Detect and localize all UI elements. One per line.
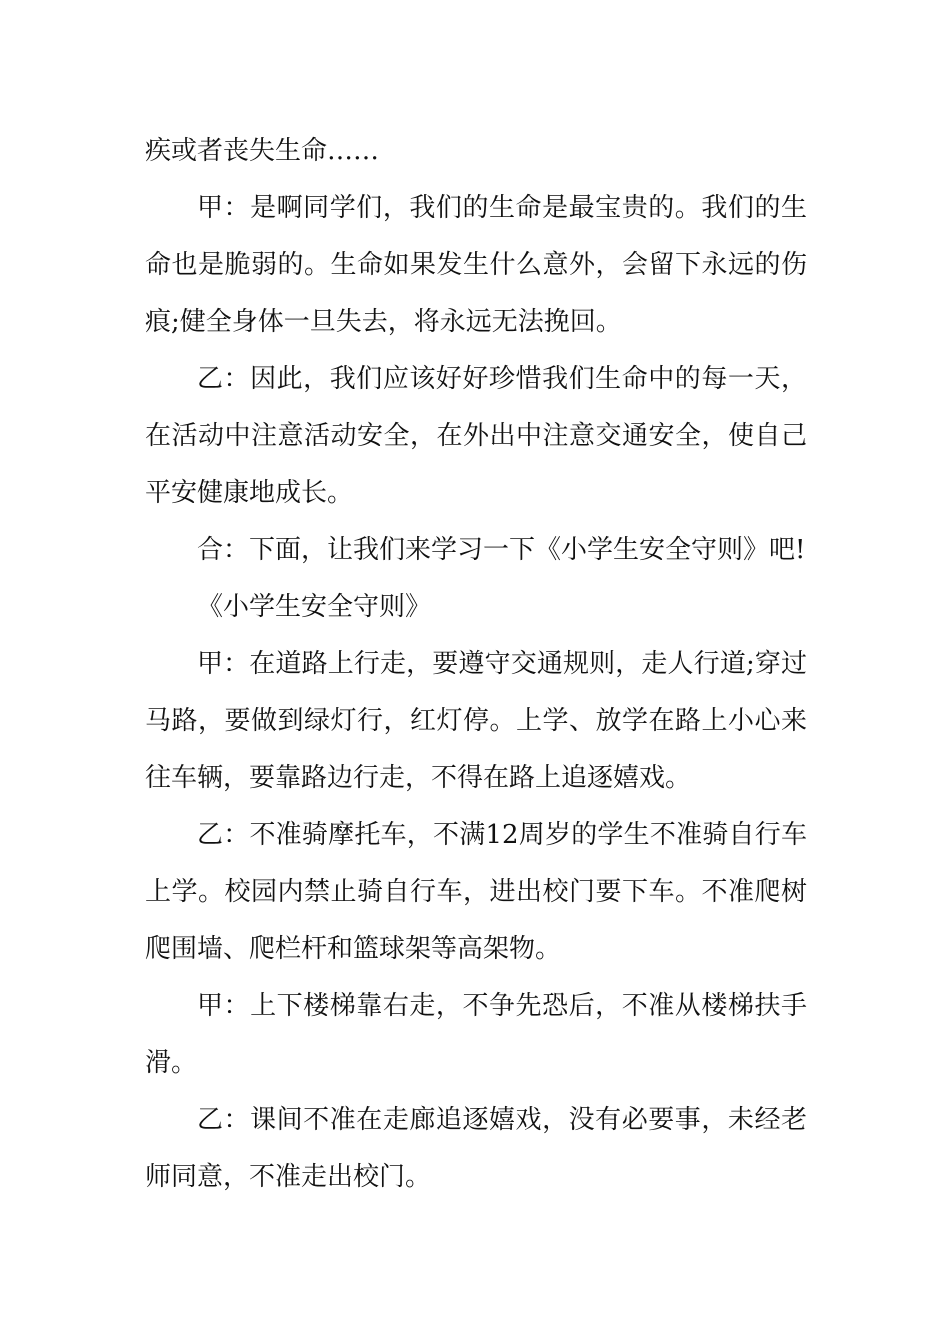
paragraph-1: 疾或者丧失生命…… [145,136,380,166]
paragraph-3: 乙：因此，我们应该好好珍惜我们生命中的每一天，在活动中注意活动安全，在外出中注意交通安全，使自己平安健康地成长。 [145,364,807,508]
paragraph-7: 乙：不准骑摩托车，不满12周岁的学生不准骑自行车上学。校园内禁止骑自行车，进出校门要下车。不准爬树爬围墙、爬栏杆和篮球架等高架物。 [145,820,807,964]
document-body [145,123,807,1206]
paragraph-5-heading: 《小学生安全守则》 [197,592,432,622]
paragraph-4: 合：下面，让我们来学习一下《小学生安全守则》吧! [197,535,806,565]
paragraph-9: 乙：课间不准在走廊追逐嬉戏，没有必要事，未经老师同意，不准走出校门。 [145,1105,807,1192]
paragraph-8: 甲：上下楼梯靠右走，不争先恐后，不准从楼梯扶手滑。 [145,991,807,1078]
paragraph-6: 甲：在道路上行走，要遵守交通规则，走人行道;穿过马路，要做到绿灯行，红灯停。上学、放学在路上小心来往车辆，要靠路边行走，不得在路上追逐嬉戏。 [145,649,807,793]
paragraph-2: 甲：是啊同学们，我们的生命是最宝贵的。我们的生命也是脆弱的。生命如果发生什么意外，会留下永远的伤痕;健全身体一旦失去，将永远无法挽回。 [145,193,807,337]
